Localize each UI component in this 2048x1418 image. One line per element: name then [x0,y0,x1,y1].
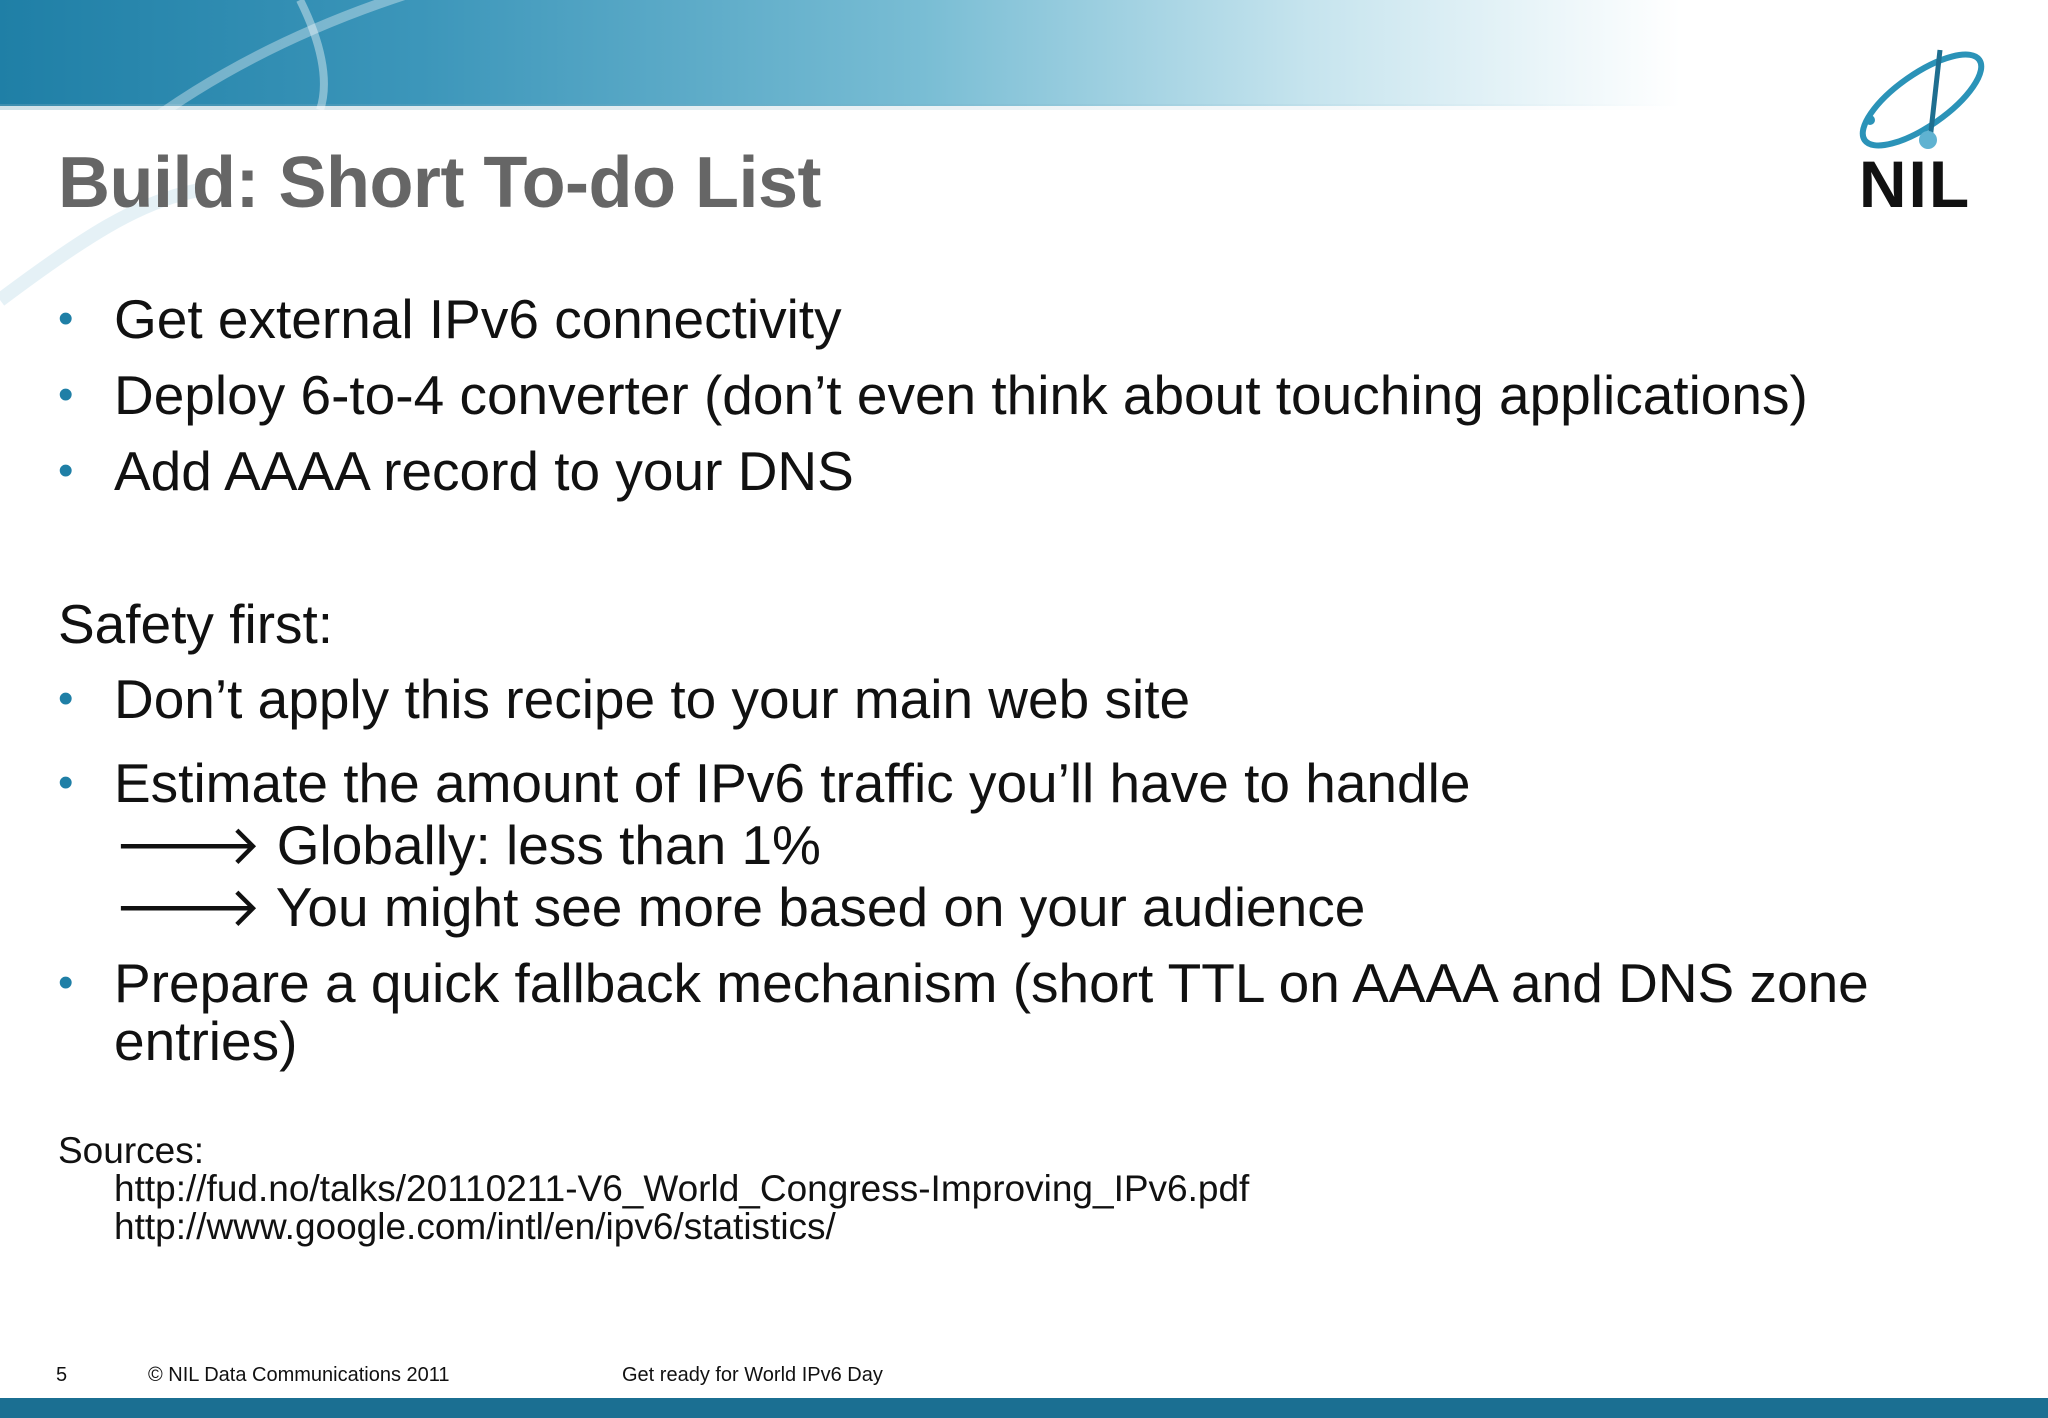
footer-bar [0,1398,2048,1418]
bullet-text: Deploy 6-to-4 converter (don’t even think about touching applications) [114,364,1808,426]
source-link[interactable]: http://fud.no/talks/20110211-V6_World_Congress-Improving_IPv6.pdf [114,1168,1250,1209]
bullet-dot-icon: • [58,958,74,1007]
slide-title: Build: Short To-do List [58,143,821,223]
bullet-text [114,752,1470,938]
bullet-text [114,954,1869,1070]
nil-logo [1820,40,2010,220]
source-link[interactable]: http://www.google.com/intl/en/ipv6/statistics/ [114,1206,836,1247]
footer-event: Get ready for World IPv6 Day [622,1364,883,1386]
bullet-text: Get external IPv6 connectivity [114,288,842,350]
logo-text: NIL [1858,147,1972,220]
bullet-dot-icon: • [58,674,74,723]
safety-heading: Safety first: [58,593,334,655]
bullet-line: Estimate the amount of IPv6 traffic you’ll have to handle [114,752,1471,814]
bullet-subline: 🡒 Globally: less than 1% [114,814,821,876]
bullet-line: Prepare a quick fallback mechanism (short TTL on AAAA and DNS zone [114,952,1869,1014]
header-banner-shadow [0,104,1680,110]
footer-copyright: © NIL Data Communications 2011 [148,1364,450,1386]
orbit-logo-icon [1850,40,1995,161]
bullet-text: Don’t apply this recipe to your main web site [114,668,1191,730]
bullet-dot-icon: • [58,294,74,343]
bullet-dot-icon: • [58,758,74,807]
bullet-dot-icon: • [58,370,74,419]
page-number: 5 [56,1364,68,1386]
header-banner [0,0,1680,106]
bullet-dot-icon: • [58,446,74,495]
sources-label: Sources: [58,1130,205,1171]
bullet-text: Add AAAA record to your DNS [114,440,854,502]
sources-block [58,1132,1249,1246]
bullet-line: entries) [114,1010,298,1072]
bullet-subline: 🡒 You might see more based on your audience [114,876,1366,938]
